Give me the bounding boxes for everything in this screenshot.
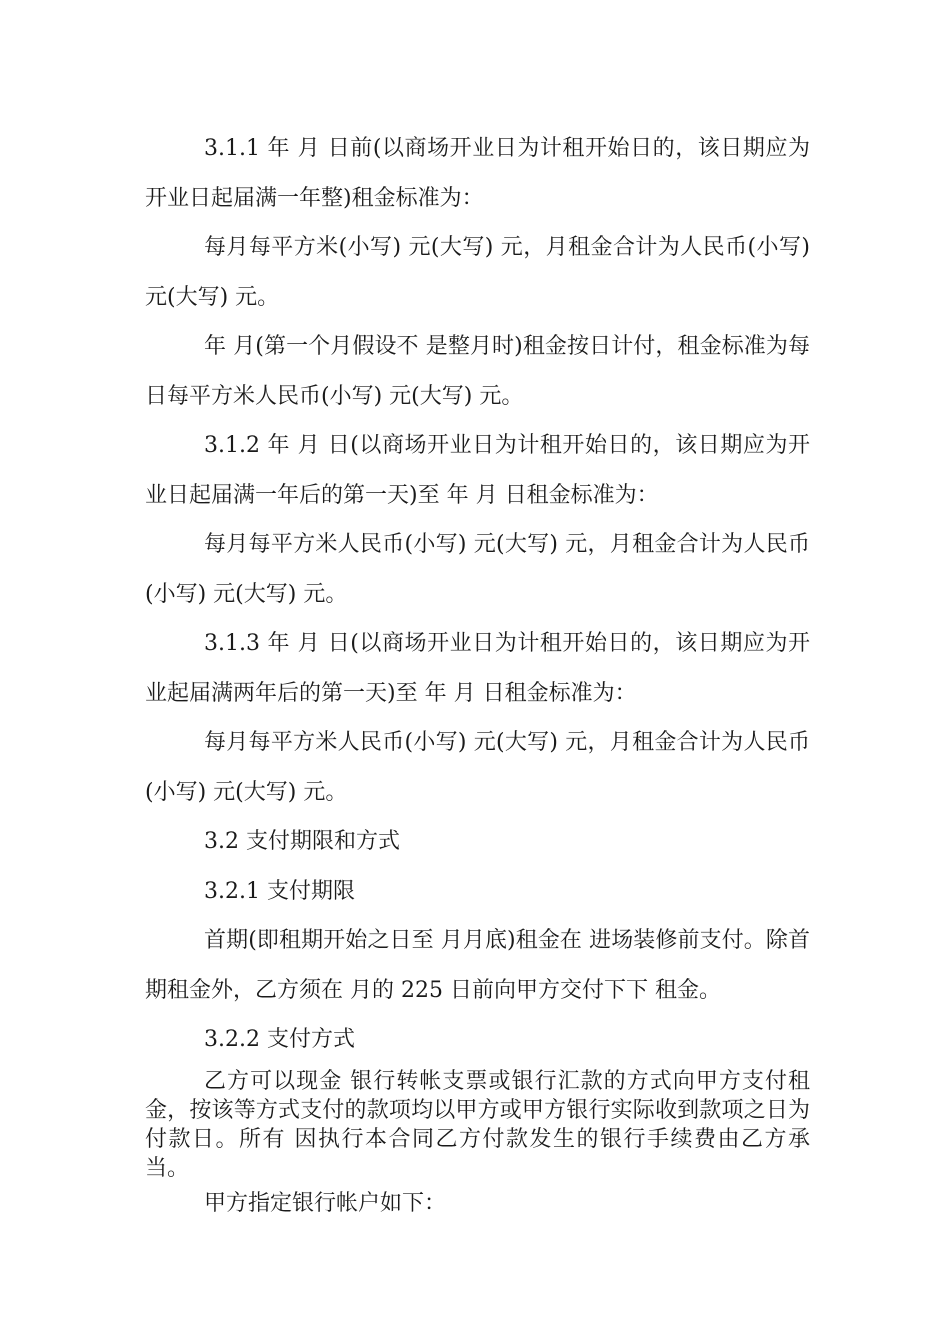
document-body <box>145 124 810 1218</box>
heading-3-2-2: 3.2.2 支付方式 <box>204 1027 355 1052</box>
paragraph-payment-term: 首期(即租期开始之日至 月月底)租金在 进场装修前支付。除首期租金外，乙方须在 月的 225 日前向甲方交付下下 租金。 <box>145 928 810 1003</box>
paragraph-monthly-rent-2: 每月每平方米人民币(小写) 元(大写) 元，月租金合计为人民币(小写) 元(大写) 元。 <box>145 532 810 607</box>
paragraph-daily-rent: 年 月(第一个月假设不 是整月时)租金按日计付，租金标准为每日每平方米人民币(小写) 元(大写) 元。 <box>145 334 810 409</box>
paragraph-3-1-3: 3.1.3 年 月 日(以商场开业日为计租开始日的，该日期应为开业起届满两年后的第一天)至 年 月 日租金标准为： <box>145 631 810 706</box>
payment-method-block <box>145 1067 810 1218</box>
paragraph-3-1-2: 3.1.2 年 月 日(以商场开业日为计租开始日的，该日期应为开业日起届满一年后的第一天)至 年 月 日租金标准为： <box>145 433 810 508</box>
paragraph-monthly-rent-1: 每月每平方米(小写) 元(大写) 元，月租金合计为人民币(小写) 元(大写) 元。 <box>145 235 810 310</box>
heading-3-2: 3.2 支付期限和方式 <box>204 829 400 854</box>
paragraph-monthly-rent-3: 每月每平方米人民币(小写) 元(大写) 元，月租金合计为人民币(小写) 元(大写) 元。 <box>145 730 810 805</box>
heading-3-2-1: 3.2.1 支付期限 <box>204 878 355 904</box>
paragraph-bank-account: 甲方指定银行帐户如下： <box>204 1190 447 1216</box>
paragraph-3-1-1: 3.1.1 年 月 日前(以商场开业日为计租开始日的，该日期应为开业日起届满一年整)租金标准为： <box>145 136 810 211</box>
paragraph-payment-method: 乙方可以现金 银行转帐支票或银行汇款的方式向甲方支付租金，按该等方式支付的款项均以甲方或甲方银行实际收到款项之日为付款日。所有 因执行本合同乙方付款发生的银行手续费由乙方承当。 <box>145 1068 810 1181</box>
